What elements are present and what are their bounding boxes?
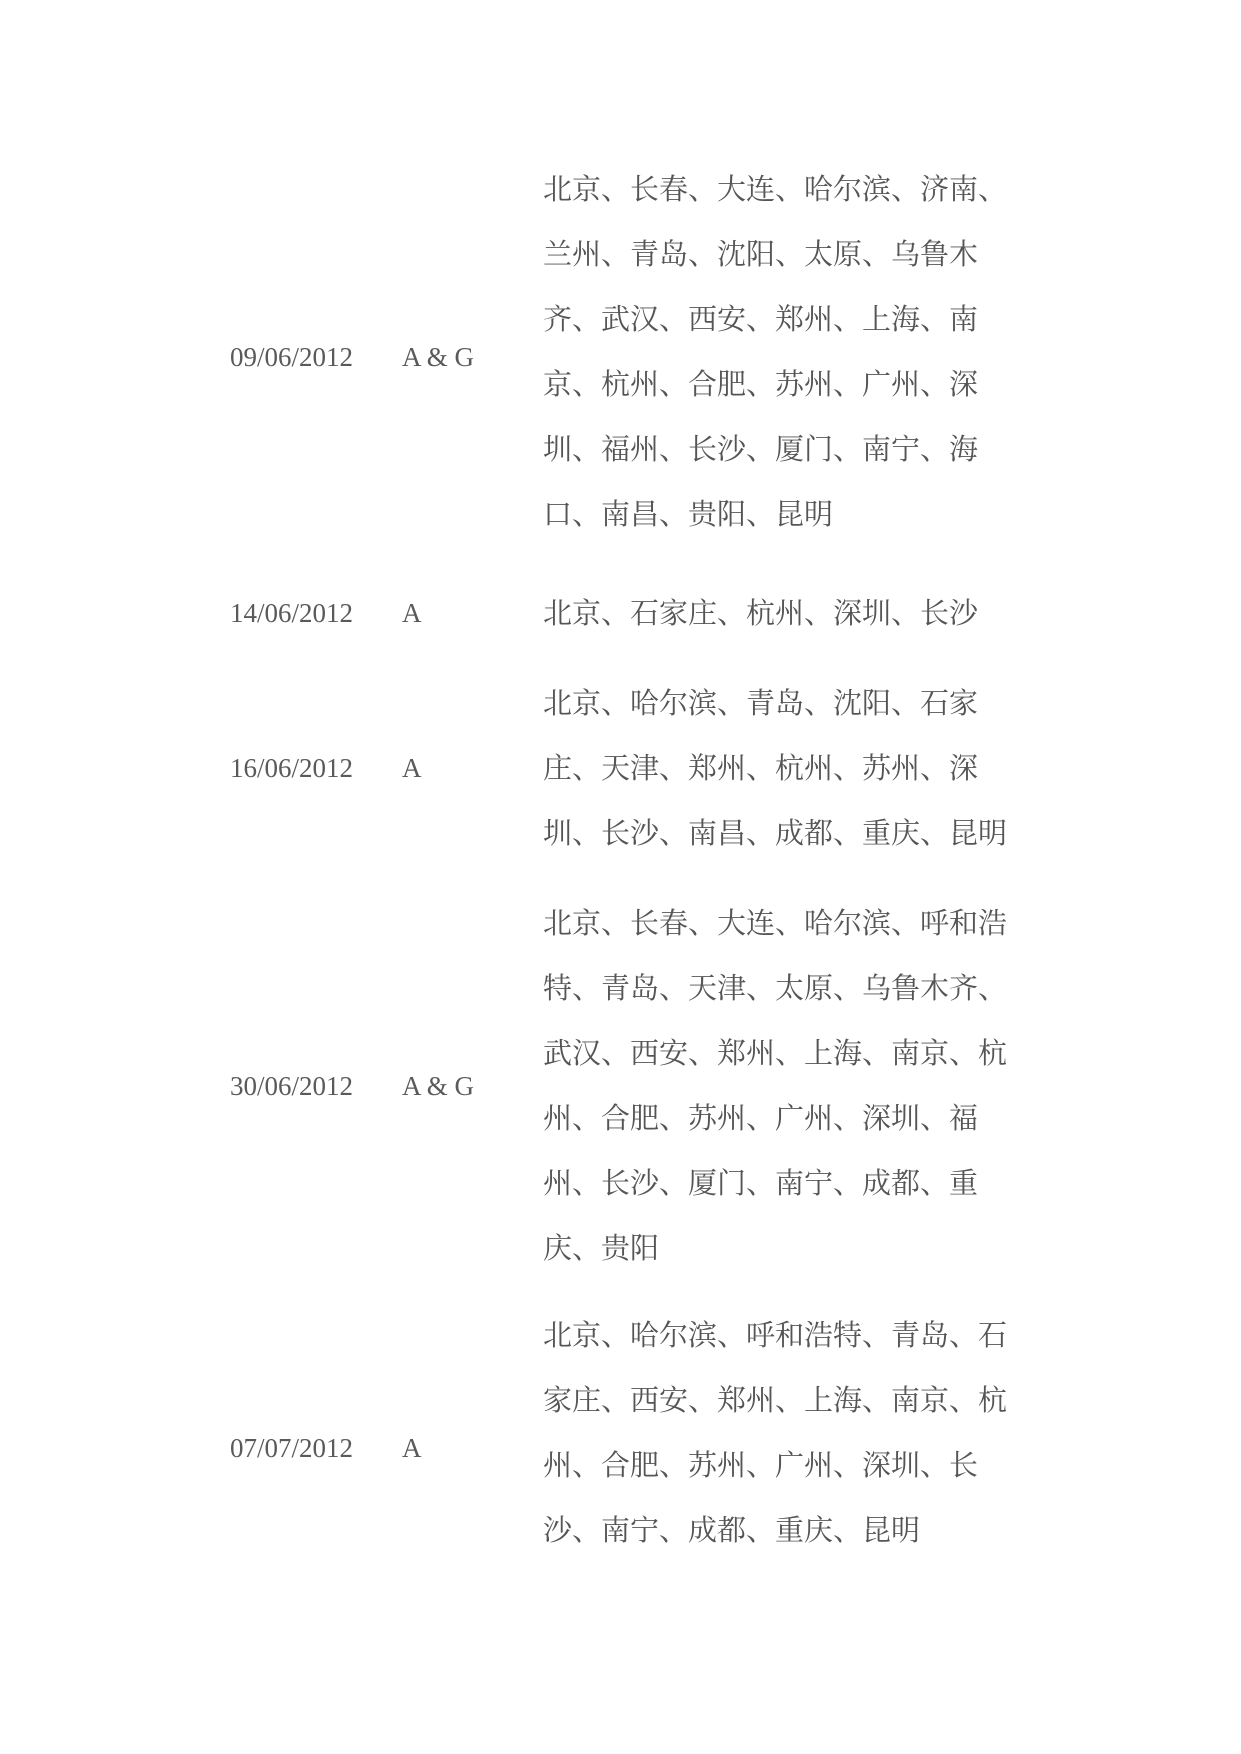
entry-cities: 北京、长春、大连、哈尔滨、济南、兰州、青岛、沈阳、太原、乌鲁木齐、武汉、西安、郑州、上海、南京、杭州、合肥、苏州、广州、深圳、福州、长沙、厦门、南宁、海口、南昌、贵阳、昆明	[543, 172, 1008, 531]
entry-cities: 北京、哈尔滨、呼和浩特、青岛、石家庄、西安、郑州、上海、南京、杭州、合肥、苏州、广州、深圳、长沙、南宁、成都、重庆、昆明	[543, 1318, 1008, 1547]
entry-category: A & G	[402, 1071, 475, 1101]
entry-cities: 北京、哈尔滨、青岛、沈阳、石家庄、天津、郑州、杭州、苏州、深圳、长沙、南昌、成都、重庆、昆明	[543, 686, 1008, 850]
entry-date: 14/06/2012	[230, 598, 354, 628]
entry-cities: 北京、长春、大连、哈尔滨、呼和浩特、青岛、天津、太原、乌鲁木齐、武汉、西安、郑州、上海、南京、杭州、合肥、苏州、广州、深圳、福州、长沙、厦门、南宁、成都、重庆、贵阳	[543, 906, 1008, 1265]
entry-date: 09/06/2012	[230, 342, 354, 372]
entry-category: A	[402, 1433, 422, 1463]
entry-date: 07/07/2012	[230, 1433, 354, 1463]
entry-date: 16/06/2012	[230, 753, 354, 783]
entry-category: A	[402, 753, 422, 783]
entry-cities: 北京、石家庄、杭州、深圳、长沙	[543, 596, 979, 630]
entry-date: 30/06/2012	[230, 1071, 354, 1101]
entry-category: A & G	[402, 342, 475, 372]
entry-category: A	[402, 598, 422, 628]
